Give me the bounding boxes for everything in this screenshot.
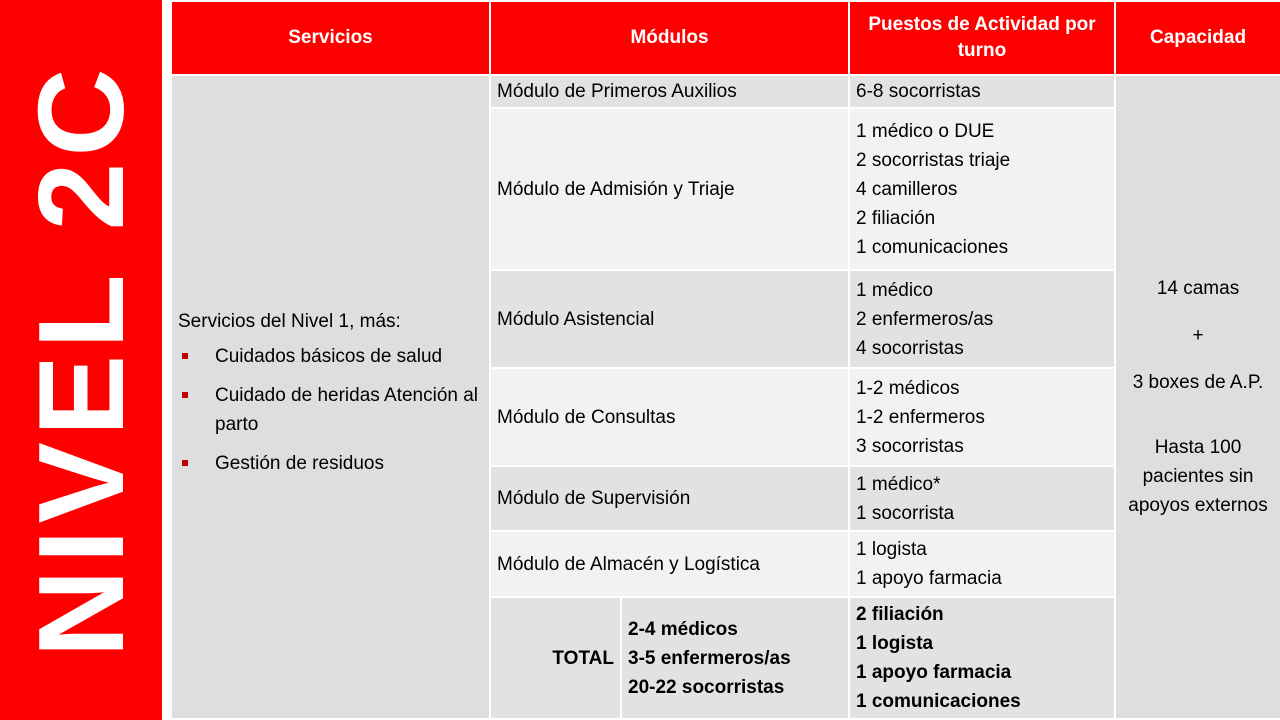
module-staff <box>849 75 1115 108</box>
staff-line: 1 logista <box>856 633 934 654</box>
module-staff <box>849 368 1115 466</box>
bullet-square-icon <box>182 353 188 359</box>
staff-line: 2 filiación <box>856 207 936 229</box>
total-label: TOTAL <box>490 597 621 719</box>
spacer <box>1122 350 1274 368</box>
module-name: Módulo de Primeros Auxilios <box>490 75 849 108</box>
staff-line: 2-4 médicos <box>628 618 738 640</box>
total-support-staff <box>849 597 1115 719</box>
staff-line: 3-5 enfermeros/as <box>628 647 791 669</box>
module-name: Módulo de Supervisión <box>490 466 849 531</box>
capacity-boxes: 3 boxes de A.P. <box>1132 372 1264 393</box>
module-name: Módulo de Almacén y Logística <box>490 531 849 597</box>
header-puestos: Puestos de Actividad por turno <box>849 1 1115 75</box>
service-label: Cuidado de heridas Atención al parto <box>215 384 479 435</box>
list-item <box>178 381 483 439</box>
staff-line: 2 enfermeros/as <box>856 308 994 330</box>
staff-line: 1 médico o DUE <box>856 120 995 142</box>
bullet-square-icon <box>182 460 188 466</box>
services-table <box>170 0 1280 720</box>
staff-line: 2 socorristas triaje <box>856 149 1011 171</box>
table-header-row <box>171 1 1280 75</box>
staff-line: 6-8 socorristas <box>856 81 981 102</box>
capacity-beds: 14 camas <box>1156 278 1240 299</box>
module-staff <box>849 531 1115 597</box>
staff-line: 4 socorristas <box>856 337 964 359</box>
service-label: Cuidados básicos de salud <box>215 345 443 367</box>
staff-line: 1 comunicaciones <box>856 691 1021 712</box>
staff-line: 1 médico* <box>856 473 941 495</box>
list-item <box>178 449 483 478</box>
staff-line: 1 socorrista <box>856 502 955 524</box>
table-row <box>171 75 1280 108</box>
side-title: NIVEL 2C <box>13 62 149 658</box>
spacer <box>1122 415 1274 433</box>
capacity-plus: + <box>1192 325 1204 346</box>
services-list <box>178 342 483 478</box>
staff-line: 1 apoyo farmacia <box>856 568 1002 589</box>
side-band <box>0 0 162 720</box>
staff-line: 20-22 socorristas <box>628 676 785 698</box>
capacity-patients: Hasta 100 pacientes sin apoyos externos <box>1128 437 1268 516</box>
total-clinical-staff <box>621 597 849 719</box>
staff-line: 1 apoyo farmacia <box>856 662 1012 683</box>
capacity-cell <box>1115 75 1280 719</box>
header-modulos: Módulos <box>490 1 849 75</box>
module-staff <box>849 108 1115 270</box>
spacer <box>1122 303 1274 321</box>
service-label: Gestión de residuos <box>215 452 384 474</box>
staff-line: 2 filiación <box>856 604 944 625</box>
header-capacidad: Capacidad <box>1115 1 1280 75</box>
services-intro: Servicios del Nivel 1, más: <box>178 310 401 332</box>
staff-line: 4 camilleros <box>856 178 958 200</box>
module-staff <box>849 270 1115 368</box>
list-item <box>178 342 483 371</box>
staff-line: 1 logista <box>856 539 927 560</box>
staff-line: 1 comunicaciones <box>856 236 1009 258</box>
module-name: Módulo Asistencial <box>490 270 849 368</box>
staff-line: 1-2 enfermeros <box>856 406 985 428</box>
staff-line: 1-2 médicos <box>856 377 960 399</box>
spacer <box>1122 397 1274 415</box>
module-name: Módulo de Consultas <box>490 368 849 466</box>
module-staff <box>849 466 1115 531</box>
services-cell <box>171 75 490 719</box>
bullet-square-icon <box>182 392 188 398</box>
header-servicios: Servicios <box>171 1 490 75</box>
staff-line: 3 socorristas <box>856 435 964 457</box>
staff-line: 1 médico <box>856 279 934 301</box>
module-name: Módulo de Admisión y Triaje <box>490 108 849 270</box>
